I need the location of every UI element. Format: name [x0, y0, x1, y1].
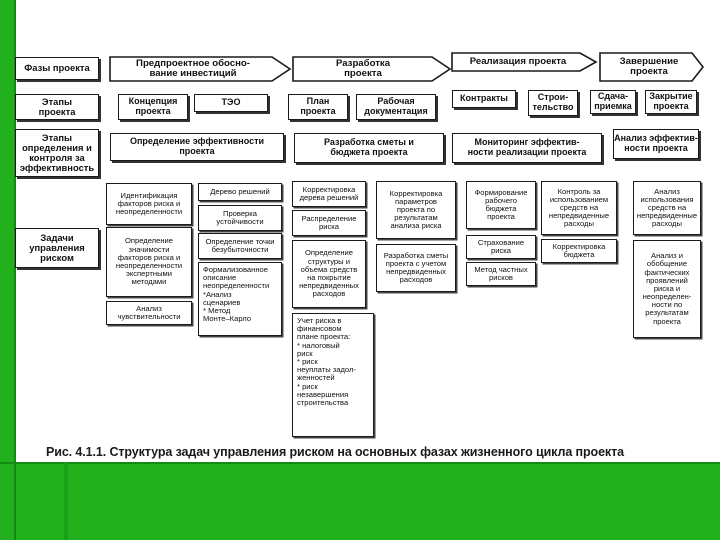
efficiency-estimate: Разработка сметы и бюджета проекта — [294, 133, 444, 163]
row-label-stages: Этапы проекта — [15, 94, 99, 120]
efficiency-monitoring: Мониторинг эффектив- ности реализации проекта — [452, 133, 602, 163]
bottom-accent-line — [0, 462, 720, 464]
phase-completion: Завершение проекта — [619, 55, 679, 77]
task-analysis-usage: Анализ использования средств на непредвиденные расходы — [633, 181, 701, 235]
efficiency-definition: Определение эффективности проекта — [110, 133, 284, 161]
task-sensitivity: Анализ чувствительности — [106, 301, 192, 325]
task-breakeven: Определение точки безубыточности — [198, 233, 282, 259]
row-label-phases: Фазы проекта — [15, 57, 99, 80]
stage-construction: Строи- тельство — [528, 90, 578, 116]
task-partial-risks: Метод частных рисков — [466, 262, 536, 286]
task-formalized-uncertainty: Формализованное описание неопределенности *Анализ сценариев * Метод Монте–Карло — [198, 262, 282, 336]
task-stability-check: Проверка устойчивости — [198, 205, 282, 231]
task-risk-distribution: Распределение риска — [292, 210, 366, 236]
bottom-accent-stripe — [64, 462, 68, 540]
task-adjust-decision-tree: Корректировка дерева решений — [292, 181, 366, 207]
stage-concept: Концепция проекта — [118, 94, 188, 120]
phase-development: Разработка проекта — [335, 57, 391, 79]
task-adjust-budget: Корректировка бюджета — [541, 239, 617, 263]
task-estimate-contingency: Разработка сметы проекта с учетом непредвиденных расходов — [376, 244, 456, 292]
task-reserve-structure: Определение структуры и объема средств на покрытие непредвиденных расходов — [292, 240, 366, 308]
task-working-budget: Формирование рабочего бюджета проекта — [466, 181, 536, 229]
task-contingency-control: Контроль за использованием средств на непредвиденные расходы — [541, 181, 617, 235]
task-adjust-parameters: Корректировка параметров проекта по результатам анализа риска — [376, 181, 456, 239]
stage-plan: План проекта — [288, 94, 348, 120]
bottom-accent-stripe — [14, 462, 16, 540]
task-financial-plan-risk: Учет риска в финансовом плане проекта: * налоговый риск * риск неуплаты задол- женностей * риск незавершения строительства — [292, 313, 374, 437]
stage-working-docs: Рабочая документация — [356, 94, 436, 120]
efficiency-analysis: Анализ эффектив- ности проекта — [613, 129, 699, 159]
stage-teo: ТЭО — [194, 94, 268, 112]
row-label-tasks: Задачи управления риском — [15, 228, 99, 268]
task-analysis-summary: Анализ и обобщение фактических проявлений риска и неопределен- ности по результатам проекта — [633, 240, 701, 338]
phase-implementation: Реализация проекта — [469, 55, 567, 67]
row-label-efficiency: Этапы определения и контроля за эффективность — [15, 129, 99, 177]
figure-caption: Рис. 4.1.1. Структура задач управления риском на основных фазах жизненного цикла проекта — [46, 445, 624, 459]
task-significance: Определение значимости факторов риска и неопределенности экспертными методами — [106, 227, 192, 297]
stage-closure: Закрытие проекта — [645, 90, 697, 114]
bottom-accent-bar — [0, 462, 720, 540]
task-risk-insurance: Страхование риска — [466, 235, 536, 259]
phase-pre-investment: Предпроектное обосно- вание инвестиций — [136, 57, 250, 79]
stage-handover: Сдача- приемка — [590, 90, 636, 114]
task-identify-factors: Идентификация факторов риска и неопределенности — [106, 183, 192, 225]
stage-contracts: Контракты — [452, 90, 516, 108]
task-decision-tree: Дерево решений — [198, 183, 282, 201]
